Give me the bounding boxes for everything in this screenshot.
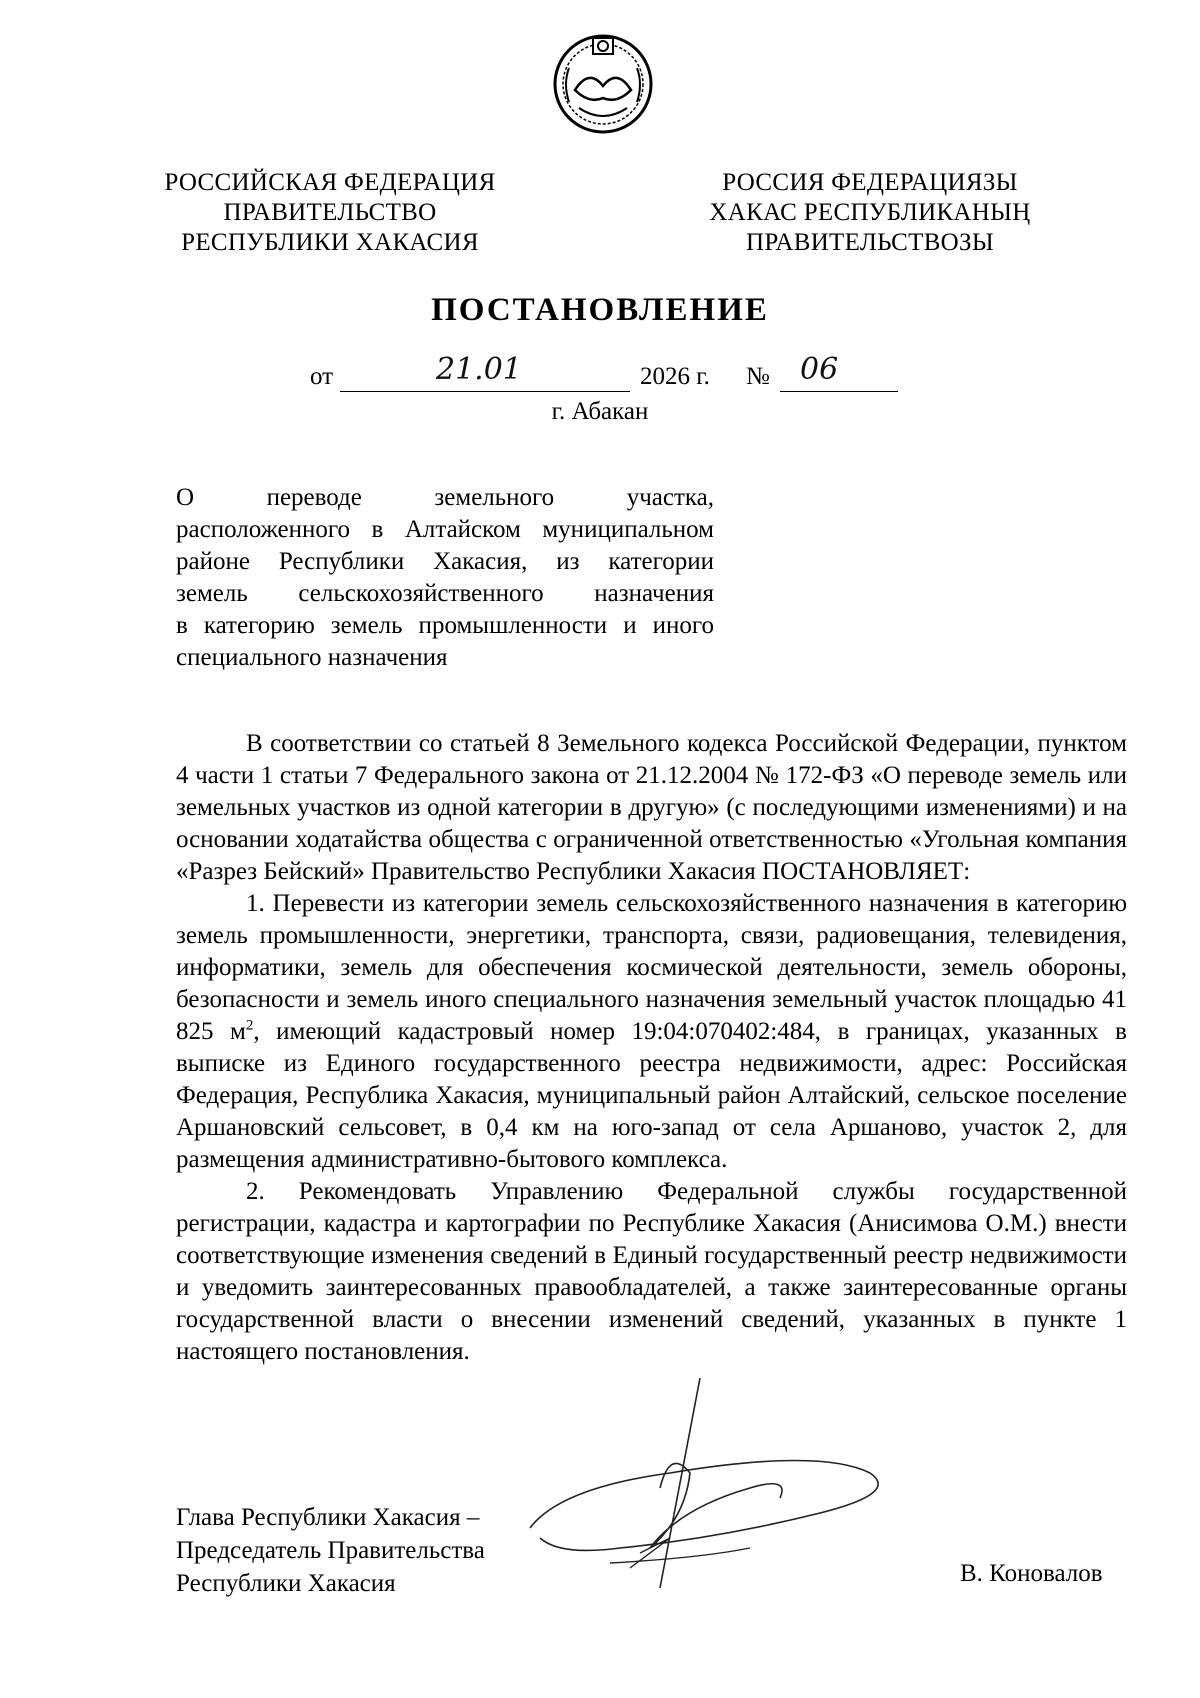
date-underline bbox=[340, 391, 630, 392]
header-left-line: РОССИЙСКАЯ ФЕДЕРАЦИЯ bbox=[164, 169, 496, 196]
header-left-line: РЕСПУБЛИКИ ХАКАСИЯ bbox=[181, 229, 479, 256]
header-right-line: ХАКАС РЕСПУБЛИКАНЫҢ bbox=[709, 199, 1031, 226]
subject-line: специального назначения bbox=[176, 644, 448, 671]
document-title: ПОСТАНОВЛЕНИЕ bbox=[431, 292, 769, 328]
item-1-paragraph bbox=[176, 888, 1127, 1176]
subject-line: районе Республики Хакасия, из категории bbox=[176, 548, 714, 575]
item-2-paragraph: 2. Рекомендовать Управлению Федеральной службы государственной регистрации, кадастра и картографии по Республике Хакасия (Анисимова О.М.) внести соответствующие изменения сведений в Единый государственный реестр недвижимости и уведомить заинтересованных правообладателей, а также заинтересованные органы государственной власти о внесении изменений сведений, указанных в пункте 1 настоящего постановления. bbox=[176, 1178, 1127, 1365]
item-1-text-part1: 1. Перевести из категории земель сельскохозяйственного назначения в категорию земель промышленности, энергетики, транспорта, связи, радиовещания, телевидения, информатики, земель для обеспечения космической деятельности, земель обороны, безопасности и земель иного специального назначения земельный участок площадью 41 825 м bbox=[176, 890, 1127, 1045]
header-right-block bbox=[690, 168, 1050, 258]
header-left-block bbox=[150, 168, 510, 258]
subject-line: расположенного в Алтайском муниципальном bbox=[176, 516, 714, 543]
number-underline bbox=[780, 391, 898, 392]
date-handwritten: 21.01 bbox=[436, 352, 522, 387]
year-text: 2026 г. bbox=[640, 363, 710, 390]
document-body bbox=[176, 728, 1127, 1368]
subject-line: О переводе земельного участка, bbox=[176, 484, 714, 511]
signatory-position-line: Республики Хакасия bbox=[176, 1570, 396, 1597]
signer-name: В. Коновалов bbox=[960, 1560, 1103, 1587]
subject-line: в категорию земель промышленности и иного bbox=[176, 612, 714, 639]
city-text: г. Абакан bbox=[551, 398, 649, 425]
signatory-position-line: Глава Республики Хакасия – bbox=[176, 1504, 480, 1531]
item-1-superscript: 2 bbox=[245, 1017, 254, 1034]
number-label: № bbox=[746, 363, 770, 390]
number-handwritten: 06 bbox=[800, 352, 839, 387]
signatory-position bbox=[176, 1501, 485, 1600]
header-left-line: ПРАВИТЕЛЬСТВО bbox=[223, 199, 437, 226]
coat-of-arms-emblem-icon bbox=[549, 28, 657, 136]
header-right-line: РОССИЯ ФЕДЕРАЦИЯЗЫ bbox=[722, 169, 1018, 196]
date-from-label: от bbox=[310, 363, 334, 390]
item-1-text-part2: , имеющий кадастровый номер 19:04:070402:484, в границах, указанных в выписке из Единого государственного реестра недвижимости, адрес: Российская Федерация, Республика Хакасия, муниципальный район Алтайский, сельское поселение Аршановский сельсовет, в 0,4 км на юго-запад от села Аршаново, участок 2, для размещения административно-бытового комплекса. bbox=[176, 1018, 1127, 1173]
header-right-line: ПРАВИТЕЛЬСТВОЗЫ bbox=[746, 229, 994, 256]
preamble-paragraph: В соответствии со статьей 8 Земельного кодекса Российской Федерации, пунктом 4 части 1 статьи 7 Федерального закона от 21.12.2004 № 172-ФЗ «О переводе земель или земельных участков из одной категории в другую» (с последующими изменениями) и на основании ходатайства общества с ограниченной ответственностью «Угольная компания «Разрез Бейский» Правительство Республики Хакасия ПОСТАНОВЛЯЕТ: bbox=[176, 730, 1127, 885]
handwritten-signature-icon bbox=[520, 1378, 920, 1638]
document-subject bbox=[176, 482, 714, 674]
signatory-position-line: Председатель Правительства bbox=[176, 1537, 485, 1564]
subject-line: земель сельскохозяйственного назначения bbox=[176, 580, 714, 607]
